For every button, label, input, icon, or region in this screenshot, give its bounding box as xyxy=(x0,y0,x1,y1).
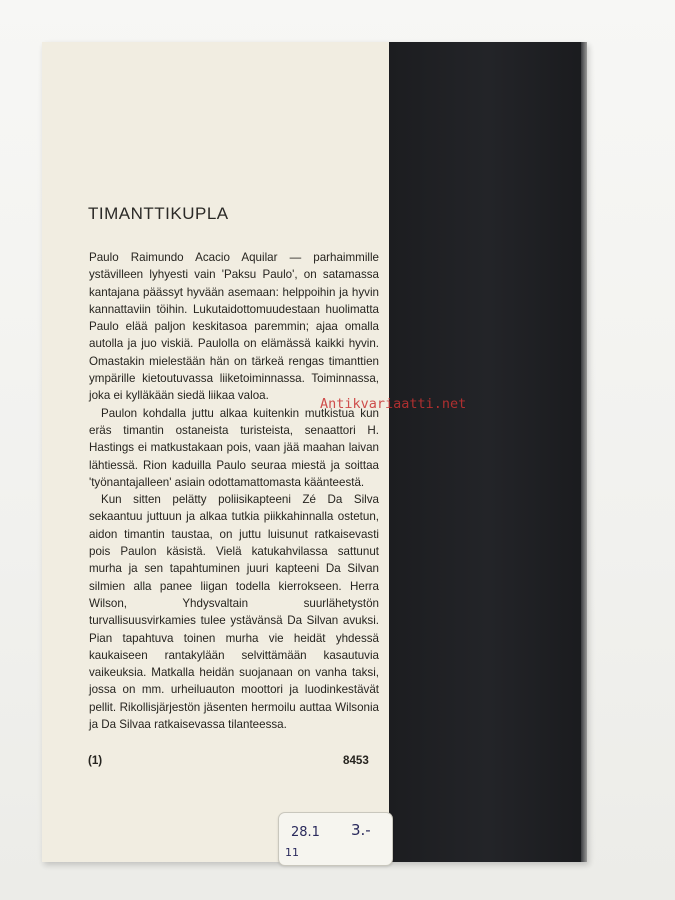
blurb-paragraph: Paulon kohdalla juttu alkaa kuitenkin mutkistua kun eräs timantin ostaneista turisteista, senaattori H. Hastings ei matkustakaan pois, vaan jää maahan laivan lähtiessä. Rion kaduilla Paulo seuraa miestä ja soittaa 'työnantajalleen' asiain odottamattomasta käänteestä. xyxy=(89,406,379,489)
series-code: (1) xyxy=(88,754,103,767)
sticker-subcode: 11 xyxy=(285,846,299,859)
sticker-code: 28.1 xyxy=(291,825,320,840)
book-back-cover xyxy=(42,42,587,862)
blurb-paragraph: Paulo Raimundo Acacio Aquilar — parhaimmille ystävilleen lyhyesti vain 'Paksu Paulo', on satamassa kantajana päässyt hyvään asemaan: helppoihin ja hyvin kannattaviin töihin. Lukutaidottomuudestaan huolimatta Paulo elää paljon keskitasoa paremmin; ajaa omalla autolla ja juo viskiä. Paulolla on elämässä kaikki hyvin. Omastakin mielestään hän on tärkeä rengas timanttien ympärille kietoutuvassa liiketoiminnassa. Toiminnassa, joka ei kylläkään siedä liikaa valoa. xyxy=(89,251,379,403)
sticker-price: 3.- xyxy=(351,821,371,839)
blurb-paragraph: Kun sitten pelätty poliisikapteeni Zé Da Silva sekaantuu juttuun ja alkaa tutkia piikkahinnalla ostetun, aidon timantin taustaa, on juttu luisunut ratkaisevasti pois Paulon käsistä. Vielä katukahvilassa sattunut murha ja sen tapahtuminen juuri kapteeni Da Silvan silmien alla panee liigan todella kierrokseen. Herra Wilson, Yhdysvaltain suurlähetystön turvallisuusvirkamies tulee ystävänsä Da Silvan avuksi. Pian tapahtuva toinen murha vie heidät yhdessä kaukaiseen rantakylään selvittämään kasautuvia vaikeuksia. Matkalla heidän suojanaan on vanha taksi, jossa on mm. urheiluauton moottori ja luodinkestävät pellit. Rikollisjärjestön jäsenten hermoilu auttaa Wilsonia ja Da Silvaa ratkaisevassa tilanteessa. xyxy=(89,493,379,732)
watermark-text: Antikvariaatti.net xyxy=(320,396,467,412)
book-title: TIMANTTIKUPLA xyxy=(88,204,229,223)
catalog-number: 8453 xyxy=(343,754,369,767)
blurb-text xyxy=(89,249,379,733)
black-spine-band xyxy=(389,42,587,862)
cover-edge xyxy=(581,42,587,862)
price-sticker xyxy=(278,812,393,866)
